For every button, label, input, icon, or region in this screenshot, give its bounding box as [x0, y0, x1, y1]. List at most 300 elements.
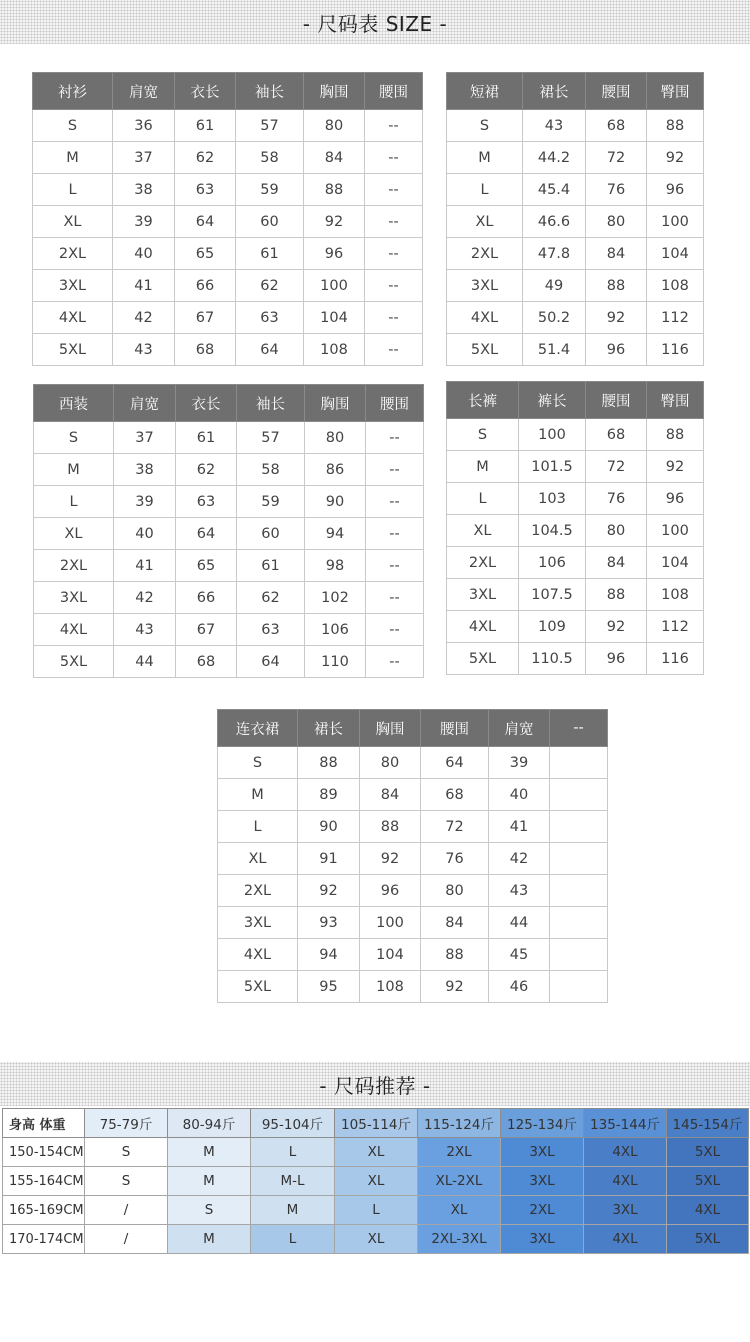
header-cell: 75-79斤	[85, 1109, 168, 1138]
measurement-cell: --	[366, 582, 424, 614]
measurement-cell: 104	[647, 238, 704, 270]
measurement-cell: 66	[175, 270, 236, 302]
size-label-cell: 2XL	[447, 547, 519, 579]
measurement-cell: 60	[237, 518, 305, 550]
recommended-size-cell: /	[85, 1196, 168, 1225]
measurement-cell: 37	[114, 422, 176, 454]
table-row	[447, 174, 704, 206]
size-label-cell: 3XL	[447, 579, 519, 611]
measurement-cell: --	[365, 270, 423, 302]
size-label-cell: XL	[34, 518, 114, 550]
size-label-cell: XL	[33, 206, 113, 238]
measurement-cell: 49	[523, 270, 586, 302]
measurement-cell: 68	[586, 419, 647, 451]
size-label-cell: 4XL	[34, 614, 114, 646]
measurement-cell: 100	[360, 907, 421, 939]
measurement-cell: 109	[519, 611, 586, 643]
height-label-cell: 150-154CM	[3, 1138, 85, 1167]
measurement-cell: 60	[236, 206, 304, 238]
header-cell: 80-94斤	[168, 1109, 251, 1138]
header-cell: 肩宽	[489, 710, 550, 747]
measurement-cell: 88	[647, 419, 704, 451]
table-row	[218, 779, 608, 811]
measurement-cell: 43	[113, 334, 175, 366]
header-cell: 135-144斤	[584, 1109, 667, 1138]
measurement-cell: 92	[647, 451, 704, 483]
measurement-cell: 104	[360, 939, 421, 971]
table-header-row	[447, 73, 704, 110]
table-row	[447, 643, 704, 675]
measurement-cell: 96	[647, 483, 704, 515]
size-label-cell: 5XL	[33, 334, 113, 366]
measurement-cell: 100	[304, 270, 365, 302]
recommended-size-cell: L	[251, 1138, 335, 1167]
measurement-cell: 90	[305, 486, 366, 518]
measurement-cell: 96	[586, 334, 647, 366]
recommended-size-cell: M	[251, 1196, 335, 1225]
measurement-cell: 62	[236, 270, 304, 302]
height-label-cell: 165-169CM	[3, 1196, 85, 1225]
measurement-cell: 36	[113, 110, 175, 142]
table-row	[218, 907, 608, 939]
header-cell: 腰围	[365, 73, 423, 110]
table-row	[33, 334, 423, 366]
measurement-cell: 92	[304, 206, 365, 238]
measurement-cell: 116	[647, 334, 704, 366]
size-recommendation-table	[2, 1108, 749, 1254]
recommended-size-cell: 3XL	[584, 1196, 667, 1225]
measurement-cell: 92	[421, 971, 489, 1003]
table-row	[33, 238, 423, 270]
measurement-cell: 57	[236, 110, 304, 142]
measurement-cell: --	[365, 238, 423, 270]
measurement-cell	[550, 779, 608, 811]
height-label-cell: 155-164CM	[3, 1167, 85, 1196]
measurement-cell: 51.4	[523, 334, 586, 366]
recommended-size-cell: L	[335, 1196, 418, 1225]
size-label-cell: 3XL	[33, 270, 113, 302]
table-row	[33, 174, 423, 206]
measurement-cell: 59	[236, 174, 304, 206]
header-cell: 肩宽	[113, 73, 175, 110]
measurement-cell: 76	[421, 843, 489, 875]
measurement-cell: 66	[176, 582, 237, 614]
measurement-cell: 40	[113, 238, 175, 270]
header-cell: 胸围	[304, 73, 365, 110]
measurement-cell	[550, 907, 608, 939]
measurement-cell: 84	[304, 142, 365, 174]
recommended-size-cell: 2XL	[501, 1196, 584, 1225]
measurement-cell: 80	[304, 110, 365, 142]
measurement-cell: 107.5	[519, 579, 586, 611]
recommended-size-cell: 5XL	[667, 1138, 749, 1167]
recommended-size-cell: 4XL	[584, 1167, 667, 1196]
recommend-title: - 尺码推荐 -	[319, 1074, 431, 1098]
table-row	[447, 579, 704, 611]
measurement-cell: 88	[360, 811, 421, 843]
table-row	[34, 422, 424, 454]
measurement-cell: 84	[586, 238, 647, 270]
header-cell: 西装	[34, 385, 114, 422]
size-label-cell: L	[447, 483, 519, 515]
table-row	[447, 270, 704, 302]
recommended-size-cell: XL-2XL	[418, 1167, 501, 1196]
recommended-size-cell: 5XL	[667, 1225, 749, 1254]
table-row	[3, 1196, 749, 1225]
header-cell: 衣长	[175, 73, 236, 110]
measurement-cell: 64	[175, 206, 236, 238]
measurement-cell: 63	[236, 302, 304, 334]
measurement-cell: --	[365, 174, 423, 206]
header-cell: 105-114斤	[335, 1109, 418, 1138]
header-cell: 短裙	[447, 73, 523, 110]
header-cell: 衣长	[176, 385, 237, 422]
size-label-cell: M	[447, 142, 523, 174]
recommended-size-cell: 2XL	[418, 1138, 501, 1167]
measurement-cell: 38	[114, 454, 176, 486]
measurement-cell: 39	[114, 486, 176, 518]
measurement-cell: 106	[519, 547, 586, 579]
size-label-cell: S	[33, 110, 113, 142]
size-label-cell: 3XL	[34, 582, 114, 614]
measurement-cell: 95	[298, 971, 360, 1003]
measurement-cell: 43	[489, 875, 550, 907]
header-cell: 裙长	[523, 73, 586, 110]
table-header-row	[3, 1109, 749, 1138]
measurement-cell: 42	[114, 582, 176, 614]
measurement-cell: 108	[647, 579, 704, 611]
header-cell: 袖长	[237, 385, 305, 422]
measurement-cell: 57	[237, 422, 305, 454]
table-row	[447, 483, 704, 515]
measurement-cell: 102	[305, 582, 366, 614]
recommended-size-cell: 4XL	[584, 1138, 667, 1167]
measurement-cell: 88	[586, 270, 647, 302]
table-row	[218, 843, 608, 875]
measurement-cell: 100	[647, 206, 704, 238]
measurement-cell	[550, 971, 608, 1003]
measurement-cell: 47.8	[523, 238, 586, 270]
measurement-cell: 44.2	[523, 142, 586, 174]
measurement-cell: 67	[175, 302, 236, 334]
header-cell: 145-154斤	[667, 1109, 749, 1138]
table-row	[3, 1225, 749, 1254]
header-cell: 身高 体重	[3, 1109, 85, 1138]
header-cell: 肩宽	[114, 385, 176, 422]
measurement-cell: 104	[304, 302, 365, 334]
measurement-cell	[550, 843, 608, 875]
measurement-cell: 65	[176, 550, 237, 582]
measurement-cell: 62	[176, 454, 237, 486]
measurement-cell: 41	[489, 811, 550, 843]
measurement-cell: 100	[647, 515, 704, 547]
measurement-cell: 90	[298, 811, 360, 843]
recommended-size-cell: /	[85, 1225, 168, 1254]
measurement-cell: 61	[236, 238, 304, 270]
measurement-cell: --	[366, 614, 424, 646]
measurement-cell: 68	[175, 334, 236, 366]
recommended-size-cell: S	[85, 1138, 168, 1167]
measurement-cell: 94	[305, 518, 366, 550]
table-row	[218, 811, 608, 843]
table-header-row	[33, 73, 423, 110]
measurement-cell: 104	[647, 547, 704, 579]
table-row	[447, 547, 704, 579]
measurement-cell: 84	[586, 547, 647, 579]
measurement-cell: 42	[489, 843, 550, 875]
measurement-cell: 106	[305, 614, 366, 646]
measurement-cell: 94	[298, 939, 360, 971]
measurement-cell: 59	[237, 486, 305, 518]
recommended-size-cell: M	[168, 1225, 251, 1254]
measurement-cell: 112	[647, 611, 704, 643]
measurement-cell: 38	[113, 174, 175, 206]
measurement-cell: 110.5	[519, 643, 586, 675]
recommended-size-cell: XL	[335, 1138, 418, 1167]
size-label-cell: 2XL	[34, 550, 114, 582]
measurement-cell: 104.5	[519, 515, 586, 547]
table-header-row	[218, 710, 608, 747]
header-cell: 长裤	[447, 382, 519, 419]
table-header-row	[34, 385, 424, 422]
header-cell: 胸围	[305, 385, 366, 422]
measurement-cell	[550, 811, 608, 843]
recommended-size-cell: 3XL	[501, 1225, 584, 1254]
table-row	[3, 1138, 749, 1167]
size-label-cell: 2XL	[447, 238, 523, 270]
measurement-cell: 92	[298, 875, 360, 907]
measurement-cell: 44	[114, 646, 176, 678]
table-row	[34, 614, 424, 646]
measurement-cell: 80	[586, 515, 647, 547]
table-row	[218, 939, 608, 971]
measurement-cell: 39	[113, 206, 175, 238]
dress-size-table	[217, 709, 608, 1003]
size-label-cell: 5XL	[218, 971, 298, 1003]
measurement-cell: --	[365, 110, 423, 142]
measurement-cell: 91	[298, 843, 360, 875]
size-label-cell: L	[218, 811, 298, 843]
recommended-size-cell: 4XL	[667, 1196, 749, 1225]
measurement-cell: 50.2	[523, 302, 586, 334]
measurement-cell: 108	[304, 334, 365, 366]
measurement-cell: 88	[647, 110, 704, 142]
page-title: - 尺码表 SIZE -	[302, 12, 448, 36]
measurement-cell: 98	[305, 550, 366, 582]
size-label-cell: XL	[218, 843, 298, 875]
measurement-cell: --	[365, 142, 423, 174]
measurement-cell: 58	[237, 454, 305, 486]
recommended-size-cell: S	[85, 1167, 168, 1196]
measurement-cell: 64	[237, 646, 305, 678]
size-label-cell: 2XL	[218, 875, 298, 907]
measurement-cell: 62	[237, 582, 305, 614]
header-cell: 衬衫	[33, 73, 113, 110]
table-row	[218, 747, 608, 779]
measurement-cell: 64	[236, 334, 304, 366]
recommended-size-cell: XL	[418, 1196, 501, 1225]
size-label-cell: 3XL	[447, 270, 523, 302]
recommended-size-cell: 4XL	[584, 1225, 667, 1254]
measurement-cell: 116	[647, 643, 704, 675]
measurement-cell: --	[366, 422, 424, 454]
table-row	[218, 875, 608, 907]
measurement-cell: 76	[586, 483, 647, 515]
measurement-cell: 62	[175, 142, 236, 174]
size-label-cell: 2XL	[33, 238, 113, 270]
header-cell: 臀围	[647, 382, 704, 419]
table-row	[447, 142, 704, 174]
size-label-cell: XL	[447, 515, 519, 547]
recommended-size-cell: 3XL	[501, 1167, 584, 1196]
measurement-cell: 68	[421, 779, 489, 811]
measurement-cell: 63	[237, 614, 305, 646]
shirt-size-table	[32, 72, 423, 366]
header-cell: 腰围	[366, 385, 424, 422]
table-row	[34, 646, 424, 678]
table-row	[447, 451, 704, 483]
measurement-cell: 68	[176, 646, 237, 678]
measurement-cell: 86	[305, 454, 366, 486]
table-row	[33, 206, 423, 238]
measurement-cell: 72	[586, 142, 647, 174]
recommended-size-cell: XL	[335, 1225, 418, 1254]
measurement-cell: 43	[114, 614, 176, 646]
measurement-cell: 84	[421, 907, 489, 939]
measurement-cell: 88	[421, 939, 489, 971]
table-row	[447, 334, 704, 366]
measurement-cell: 41	[113, 270, 175, 302]
measurement-cell: --	[365, 334, 423, 366]
measurement-cell: --	[366, 646, 424, 678]
measurement-cell: 46.6	[523, 206, 586, 238]
size-label-cell: L	[33, 174, 113, 206]
header-cell: 腰围	[586, 382, 647, 419]
measurement-cell: --	[366, 518, 424, 550]
table-row	[447, 238, 704, 270]
suit-size-table	[33, 384, 424, 678]
recommended-size-cell: XL	[335, 1167, 418, 1196]
table-row	[218, 971, 608, 1003]
measurement-cell: 108	[360, 971, 421, 1003]
measurement-cell: 93	[298, 907, 360, 939]
measurement-cell: 80	[360, 747, 421, 779]
recommended-size-cell: M-L	[251, 1167, 335, 1196]
measurement-cell: 110	[305, 646, 366, 678]
measurement-cell: 63	[175, 174, 236, 206]
measurement-cell: 88	[586, 579, 647, 611]
measurement-cell: 46	[489, 971, 550, 1003]
table-row	[33, 110, 423, 142]
measurement-cell: 101.5	[519, 451, 586, 483]
measurement-cell	[550, 875, 608, 907]
header-cell: 95-104斤	[251, 1109, 335, 1138]
measurement-cell: 64	[421, 747, 489, 779]
measurement-cell: 63	[176, 486, 237, 518]
size-label-cell: L	[34, 486, 114, 518]
header-cell: 连衣裙	[218, 710, 298, 747]
header-cell: 裙长	[298, 710, 360, 747]
measurement-cell: 96	[360, 875, 421, 907]
measurement-cell: 88	[304, 174, 365, 206]
measurement-cell: 72	[421, 811, 489, 843]
measurement-cell: 39	[489, 747, 550, 779]
recommended-size-cell: L	[251, 1225, 335, 1254]
table-row	[447, 515, 704, 547]
measurement-cell: --	[366, 550, 424, 582]
table-row	[33, 270, 423, 302]
measurement-cell: 80	[421, 875, 489, 907]
measurement-cell: 96	[586, 643, 647, 675]
size-label-cell: 4XL	[447, 302, 523, 334]
measurement-cell: --	[365, 206, 423, 238]
table-row	[34, 518, 424, 550]
table-row	[447, 419, 704, 451]
size-label-cell: M	[218, 779, 298, 811]
header-cell: 袖长	[236, 73, 304, 110]
measurement-cell: 89	[298, 779, 360, 811]
table-row	[34, 582, 424, 614]
measurement-cell: 92	[586, 611, 647, 643]
measurement-cell: --	[365, 302, 423, 334]
header-cell: --	[550, 710, 608, 747]
measurement-cell	[550, 939, 608, 971]
header-cell: 胸围	[360, 710, 421, 747]
size-label-cell: 3XL	[218, 907, 298, 939]
size-label-cell: 5XL	[447, 334, 523, 366]
recommended-size-cell: 3XL	[501, 1138, 584, 1167]
measurement-cell: 45.4	[523, 174, 586, 206]
size-label-cell: M	[34, 454, 114, 486]
size-label-cell: 4XL	[33, 302, 113, 334]
measurement-cell: 45	[489, 939, 550, 971]
measurement-cell: 67	[176, 614, 237, 646]
measurement-cell: 92	[647, 142, 704, 174]
measurement-cell: 96	[304, 238, 365, 270]
measurement-cell: 80	[305, 422, 366, 454]
measurement-cell: 41	[114, 550, 176, 582]
table-row	[447, 611, 704, 643]
measurement-cell: 58	[236, 142, 304, 174]
recommended-size-cell: M	[168, 1167, 251, 1196]
size-label-cell: 4XL	[218, 939, 298, 971]
skirt-size-table	[446, 72, 704, 366]
measurement-cell: 72	[586, 451, 647, 483]
pants-size-table	[446, 381, 704, 675]
measurement-cell: 44	[489, 907, 550, 939]
recommended-size-cell: 5XL	[667, 1167, 749, 1196]
measurement-cell: 40	[489, 779, 550, 811]
measurement-cell: 76	[586, 174, 647, 206]
header-cell: 腰围	[586, 73, 647, 110]
measurement-cell: 103	[519, 483, 586, 515]
header-cell: 115-124斤	[418, 1109, 501, 1138]
recommended-size-cell: 2XL-3XL	[418, 1225, 501, 1254]
table-row	[34, 550, 424, 582]
measurement-cell: 92	[360, 843, 421, 875]
measurement-cell: 61	[176, 422, 237, 454]
size-label-cell: M	[33, 142, 113, 174]
table-row	[34, 486, 424, 518]
measurement-cell: 64	[176, 518, 237, 550]
measurement-cell: 84	[360, 779, 421, 811]
measurement-cell: 80	[586, 206, 647, 238]
recommended-size-cell: M	[168, 1138, 251, 1167]
size-label-cell: S	[447, 110, 523, 142]
measurement-cell: 92	[586, 302, 647, 334]
measurement-cell: 37	[113, 142, 175, 174]
measurement-cell: 61	[237, 550, 305, 582]
